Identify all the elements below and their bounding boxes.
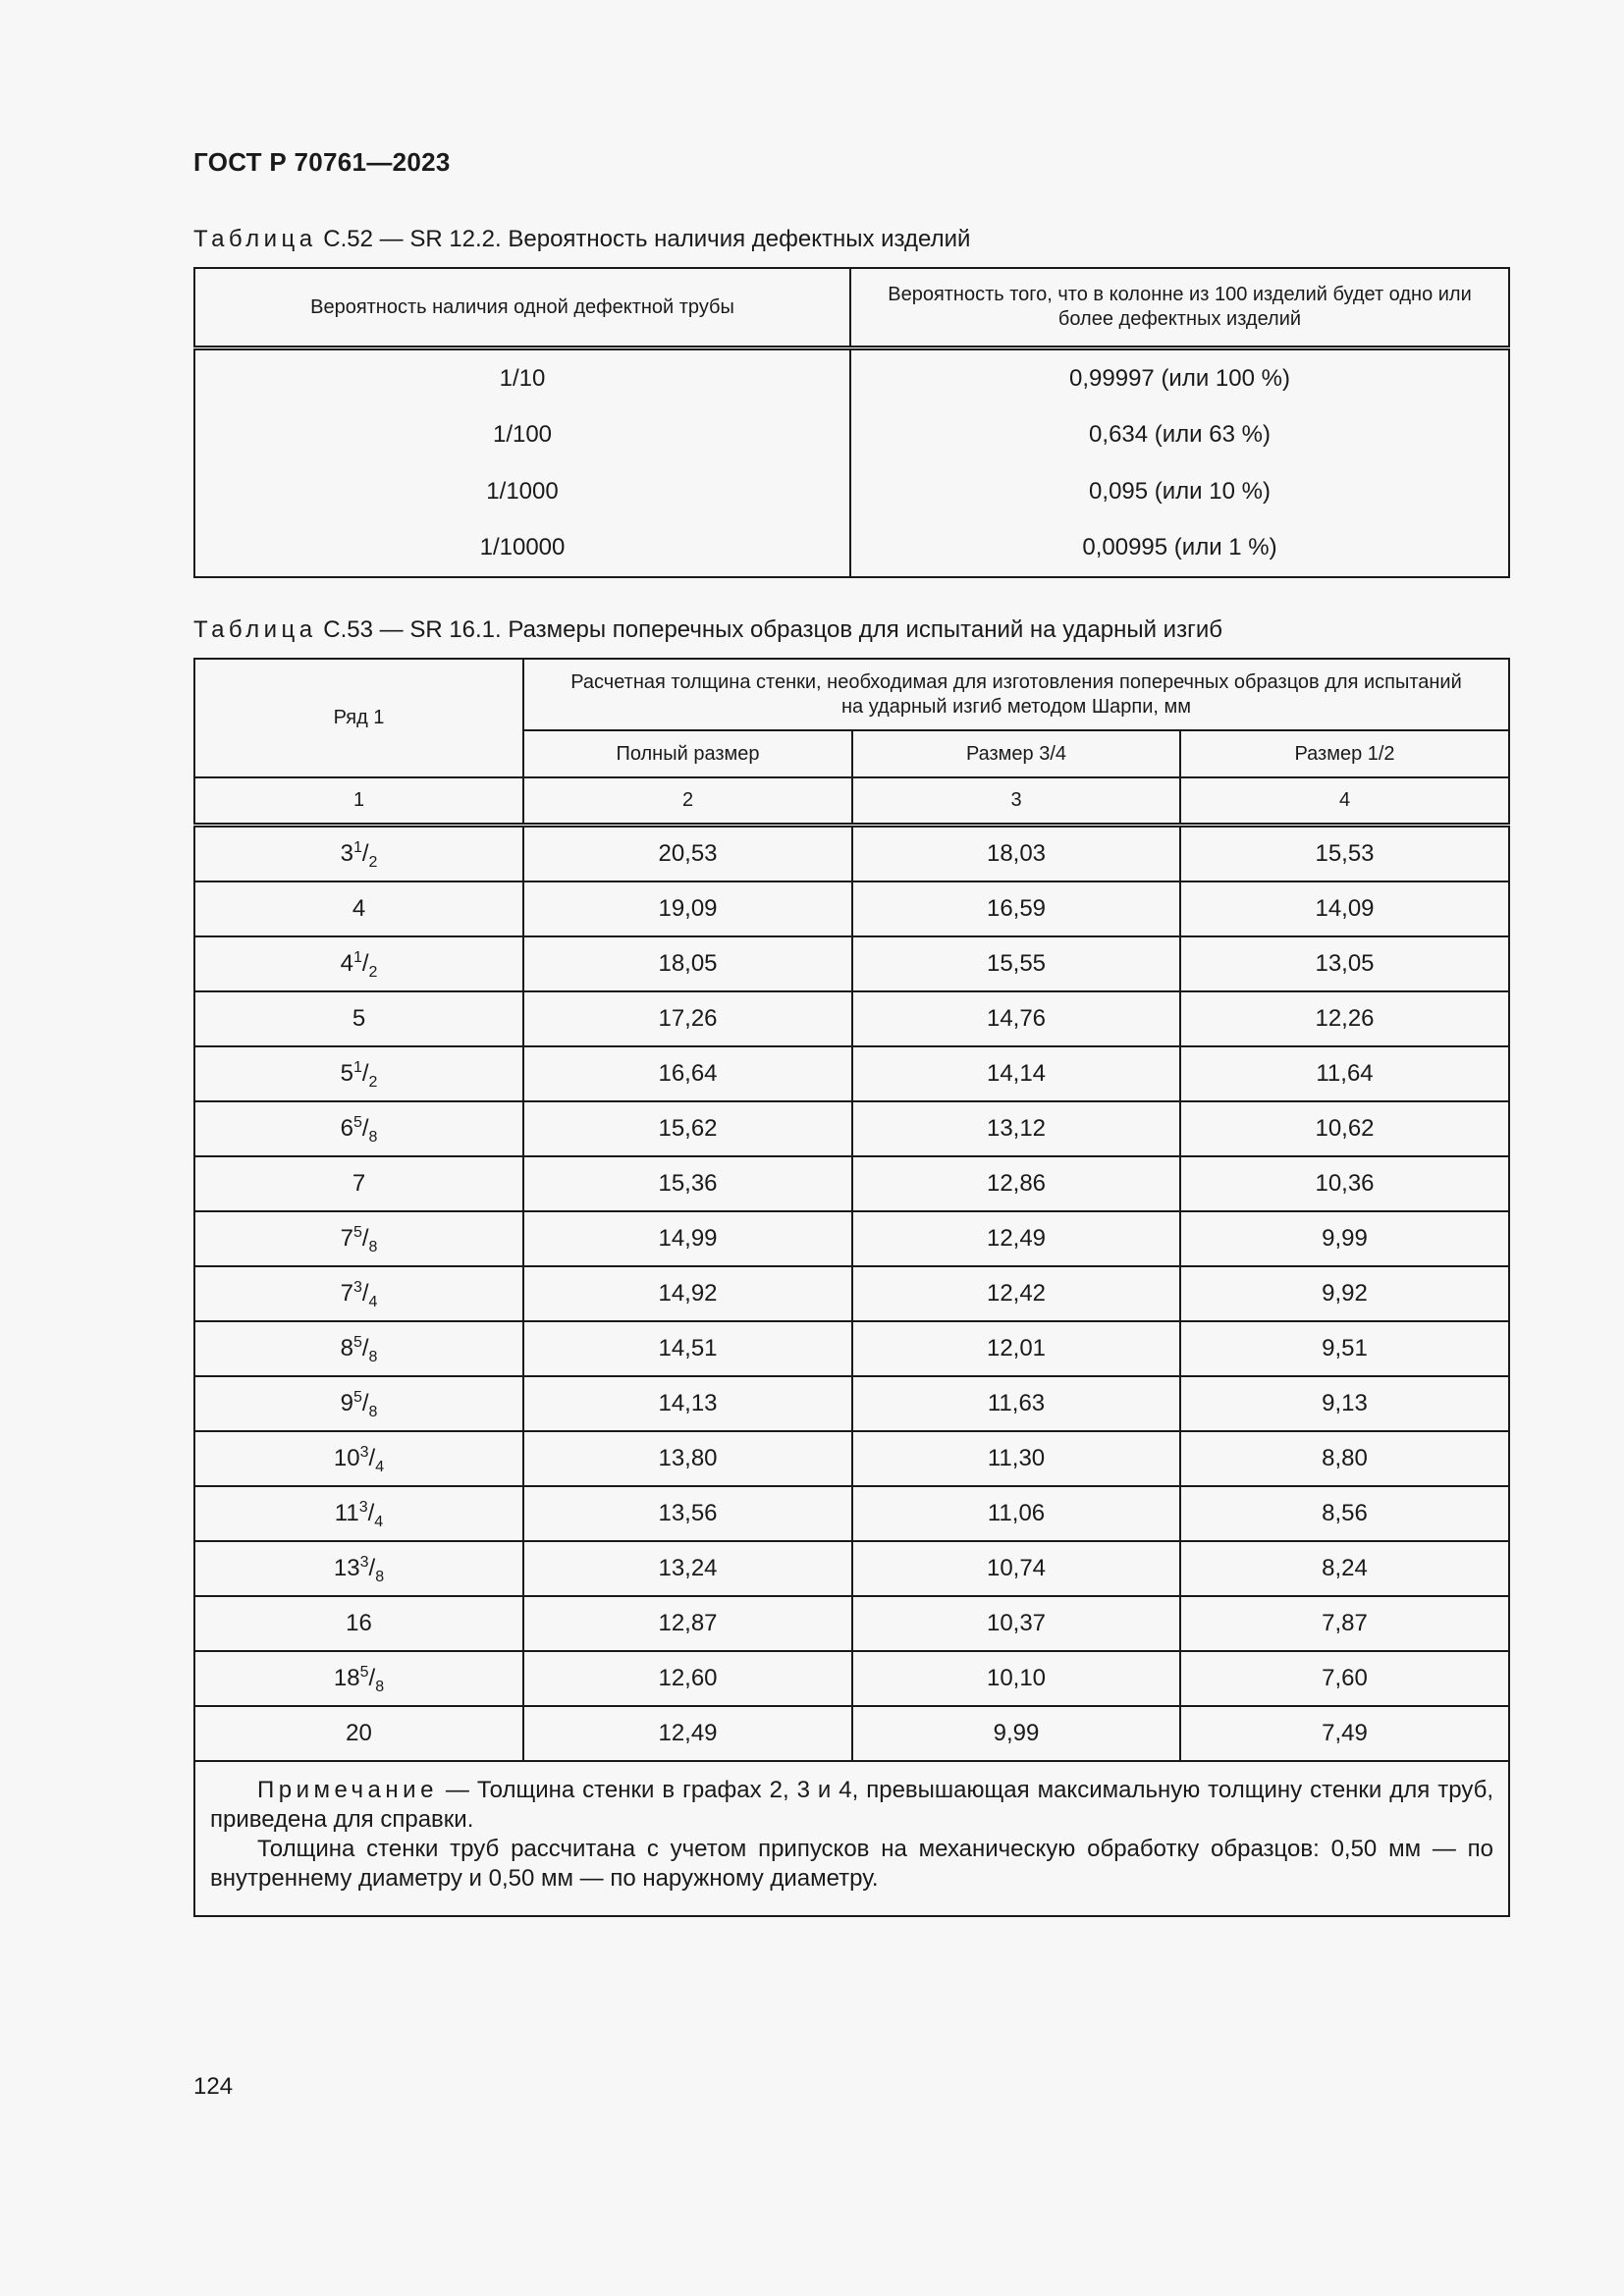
pipe-size-cell bbox=[194, 1706, 523, 1761]
table-52 bbox=[193, 267, 1510, 578]
table-cell: 17,26 bbox=[523, 991, 852, 1046]
fraction-slash: / bbox=[361, 1335, 369, 1362]
column-number: 2 bbox=[523, 777, 852, 826]
table-row bbox=[194, 826, 1509, 882]
size-numerator: 5 bbox=[359, 1664, 369, 1681]
table-cell: 16,59 bbox=[852, 881, 1180, 936]
pipe-size-cell bbox=[194, 1376, 523, 1431]
table-row bbox=[194, 1431, 1509, 1486]
size-numerator: 1 bbox=[352, 839, 362, 856]
table-cell: 12,49 bbox=[523, 1706, 852, 1761]
caption-text: С.52 — SR 12.2. Вероятность наличия дефектных изделий bbox=[323, 226, 971, 252]
table-cell: 18,03 bbox=[852, 826, 1180, 882]
table-cell: 12,60 bbox=[523, 1651, 852, 1706]
table-cell: 11,06 bbox=[852, 1486, 1180, 1541]
table-cell: 12,26 bbox=[1180, 991, 1509, 1046]
size-whole: 5 bbox=[352, 1005, 366, 1032]
page-number: 124 bbox=[193, 2073, 234, 2100]
fraction-slash: / bbox=[361, 950, 369, 977]
table-cell: 13,80 bbox=[523, 1431, 852, 1486]
pipe-size-cell bbox=[194, 991, 523, 1046]
table-cell: 13,56 bbox=[523, 1486, 852, 1541]
note-text: — Толщина стенки в графах 2, 3 и 4, превышающая максимальную толщину стенки для труб, приведена для справки. bbox=[210, 1777, 1494, 1833]
size-denominator: 8 bbox=[375, 1679, 385, 1695]
table-cell: 8,24 bbox=[1180, 1541, 1509, 1596]
table-cell: 0,634 (или 63 %) bbox=[850, 407, 1509, 464]
table-53 bbox=[193, 658, 1510, 1917]
size-denominator: 2 bbox=[368, 854, 378, 871]
table-cell: 8,80 bbox=[1180, 1431, 1509, 1486]
size-numerator: 3 bbox=[358, 1499, 368, 1516]
table-cell: 14,14 bbox=[852, 1046, 1180, 1101]
table-cell: 1/10 bbox=[194, 348, 850, 407]
size-whole: 4 bbox=[340, 950, 353, 977]
size-numerator: 3 bbox=[352, 1279, 362, 1296]
table-cell: 14,76 bbox=[852, 991, 1180, 1046]
table-cell: 14,92 bbox=[523, 1266, 852, 1321]
caption-text: С.53 — SR 16.1. Размеры поперечных образцов для испытаний на ударный изгиб bbox=[323, 616, 1222, 643]
size-whole: 5 bbox=[340, 1060, 353, 1087]
size-denominator: 2 bbox=[368, 964, 378, 981]
size-denominator: 4 bbox=[374, 1514, 384, 1530]
table-cell: 1/10000 bbox=[194, 520, 850, 578]
table-cell: 0,99997 (или 100 %) bbox=[850, 348, 1509, 407]
table-cell: 12,42 bbox=[852, 1266, 1180, 1321]
column-number: 4 bbox=[1180, 777, 1509, 826]
table-cell: 14,99 bbox=[523, 1211, 852, 1266]
size-whole: 16 bbox=[346, 1610, 372, 1636]
pipe-size-cell bbox=[194, 1156, 523, 1211]
table-row bbox=[194, 463, 1509, 520]
size-whole: 18 bbox=[333, 1665, 360, 1691]
fraction-slash: / bbox=[361, 1115, 369, 1142]
size-numerator: 5 bbox=[352, 1224, 362, 1241]
table-cell: 10,62 bbox=[1180, 1101, 1509, 1156]
pipe-size-cell bbox=[194, 1431, 523, 1486]
table-row bbox=[194, 936, 1509, 991]
column-number: 3 bbox=[852, 777, 1180, 826]
document-code: ГОСТ Р 70761—2023 bbox=[193, 147, 451, 177]
table-row bbox=[194, 881, 1509, 936]
table-cell: 13,12 bbox=[852, 1101, 1180, 1156]
caption-word: Таблица bbox=[193, 616, 317, 643]
table-cell: 13,05 bbox=[1180, 936, 1509, 991]
pipe-size-cell bbox=[194, 936, 523, 991]
table-cell: 16,64 bbox=[523, 1046, 852, 1101]
size-whole: 7 bbox=[352, 1170, 366, 1197]
size-whole: 9 bbox=[340, 1390, 353, 1416]
table-cell: 11,30 bbox=[852, 1431, 1180, 1486]
size-numerator: 5 bbox=[352, 1334, 362, 1351]
table-cell: 12,49 bbox=[852, 1211, 1180, 1266]
table-52-caption bbox=[193, 226, 970, 253]
pipe-size-cell bbox=[194, 1101, 523, 1156]
table-row bbox=[194, 1486, 1509, 1541]
size-denominator: 4 bbox=[375, 1459, 385, 1475]
table-cell: 7,49 bbox=[1180, 1706, 1509, 1761]
table-cell: 15,53 bbox=[1180, 826, 1509, 882]
column-header: Полный размер bbox=[523, 730, 852, 777]
size-whole: 20 bbox=[346, 1720, 372, 1746]
fraction-slash: / bbox=[361, 1225, 369, 1252]
table-row bbox=[194, 1376, 1509, 1431]
column-group-header: Расчетная толщина стенки, необходимая для изготовления поперечных образцов для испытаний на ударный изгиб методом Шарпи, мм bbox=[523, 659, 1509, 730]
table-cell: 14,51 bbox=[523, 1321, 852, 1376]
table-cell: 18,05 bbox=[523, 936, 852, 991]
fraction-slash: / bbox=[361, 1280, 369, 1307]
table-row bbox=[194, 407, 1509, 464]
table-row bbox=[194, 1706, 1509, 1761]
size-denominator: 8 bbox=[368, 1239, 378, 1255]
table-cell: 10,74 bbox=[852, 1541, 1180, 1596]
note-label: Примечание bbox=[257, 1777, 438, 1803]
table-cell: 10,37 bbox=[852, 1596, 1180, 1651]
fraction-slash: / bbox=[361, 1390, 369, 1416]
size-denominator: 8 bbox=[368, 1129, 378, 1146]
table-cell: 14,13 bbox=[523, 1376, 852, 1431]
table-row bbox=[194, 991, 1509, 1046]
table-row bbox=[194, 1541, 1509, 1596]
column-header: Вероятность наличия одной дефектной трубы bbox=[194, 268, 850, 348]
table-row bbox=[194, 520, 1509, 578]
table-cell: 8,56 bbox=[1180, 1486, 1509, 1541]
table-cell: 7,87 bbox=[1180, 1596, 1509, 1651]
table-cell: 0,095 (или 10 %) bbox=[850, 463, 1509, 520]
table-cell: 9,99 bbox=[852, 1706, 1180, 1761]
table-row bbox=[194, 1321, 1509, 1376]
fraction-slash: / bbox=[368, 1665, 376, 1691]
pipe-size-cell bbox=[194, 1651, 523, 1706]
table-cell: 9,92 bbox=[1180, 1266, 1509, 1321]
size-whole: 10 bbox=[333, 1445, 360, 1471]
table-cell: 11,63 bbox=[852, 1376, 1180, 1431]
size-whole: 3 bbox=[340, 840, 353, 867]
size-numerator: 3 bbox=[359, 1554, 369, 1571]
table-cell: 20,53 bbox=[523, 826, 852, 882]
table-cell: 9,51 bbox=[1180, 1321, 1509, 1376]
size-numerator: 5 bbox=[352, 1389, 362, 1406]
caption-word: Таблица bbox=[193, 226, 317, 252]
note-text: Толщина стенки труб рассчитана с учетом припусков на механическую обработку образцов: 0,50 мм — по внутреннему диаметру и 0,50 мм — по наружному диаметру. bbox=[210, 1836, 1494, 1892]
table-cell: 12,86 bbox=[852, 1156, 1180, 1211]
table-row bbox=[194, 1651, 1509, 1706]
fraction-slash: / bbox=[367, 1500, 375, 1526]
size-whole: 7 bbox=[340, 1225, 353, 1252]
size-denominator: 2 bbox=[368, 1074, 378, 1091]
table-row bbox=[194, 1046, 1509, 1101]
size-denominator: 8 bbox=[368, 1349, 378, 1365]
table-cell: 11,64 bbox=[1180, 1046, 1509, 1101]
table-row bbox=[194, 1156, 1509, 1211]
fraction-slash: / bbox=[361, 840, 369, 867]
pipe-size-cell bbox=[194, 881, 523, 936]
column-header: Вероятность того, что в колонне из 100 изделий будет одно или более дефектных изделий bbox=[850, 268, 1509, 348]
pipe-size-cell bbox=[194, 1486, 523, 1541]
column-header: Размер 3/4 bbox=[852, 730, 1180, 777]
table-cell: 12,01 bbox=[852, 1321, 1180, 1376]
pipe-size-cell bbox=[194, 1321, 523, 1376]
size-numerator: 5 bbox=[352, 1114, 362, 1131]
size-denominator: 4 bbox=[368, 1294, 378, 1310]
table-cell: 9,13 bbox=[1180, 1376, 1509, 1431]
fraction-slash: / bbox=[368, 1555, 376, 1581]
table-row bbox=[194, 348, 1509, 407]
size-whole: 8 bbox=[340, 1335, 353, 1362]
table-cell: 7,60 bbox=[1180, 1651, 1509, 1706]
table-cell: 1/1000 bbox=[194, 463, 850, 520]
pipe-size-cell bbox=[194, 1211, 523, 1266]
table-53-caption bbox=[193, 616, 1222, 644]
size-whole: 6 bbox=[340, 1115, 353, 1142]
table-row bbox=[194, 1101, 1509, 1156]
pipe-size-cell bbox=[194, 1266, 523, 1321]
table-cell: 0,00995 (или 1 %) bbox=[850, 520, 1509, 578]
column-header-row-1: Ряд 1 bbox=[194, 659, 523, 777]
table-cell: 15,55 bbox=[852, 936, 1180, 991]
table-row bbox=[194, 1266, 1509, 1321]
table-cell: 10,36 bbox=[1180, 1156, 1509, 1211]
size-whole: 11 bbox=[334, 1500, 359, 1526]
table-note bbox=[194, 1761, 1509, 1916]
table-cell: 15,36 bbox=[523, 1156, 852, 1211]
pipe-size-cell bbox=[194, 826, 523, 882]
table-cell: 19,09 bbox=[523, 881, 852, 936]
table-row bbox=[194, 1596, 1509, 1651]
column-header: Размер 1/2 bbox=[1180, 730, 1509, 777]
table-cell: 14,09 bbox=[1180, 881, 1509, 936]
size-whole: 13 bbox=[333, 1555, 360, 1581]
fraction-slash: / bbox=[361, 1060, 369, 1087]
table-cell: 13,24 bbox=[523, 1541, 852, 1596]
table-cell: 10,10 bbox=[852, 1651, 1180, 1706]
table-cell: 9,99 bbox=[1180, 1211, 1509, 1266]
table-row bbox=[194, 1211, 1509, 1266]
table-cell: 12,87 bbox=[523, 1596, 852, 1651]
size-denominator: 8 bbox=[375, 1569, 385, 1585]
size-numerator: 1 bbox=[352, 949, 362, 966]
pipe-size-cell bbox=[194, 1596, 523, 1651]
pipe-size-cell bbox=[194, 1541, 523, 1596]
pipe-size-cell bbox=[194, 1046, 523, 1101]
fraction-slash: / bbox=[368, 1445, 376, 1471]
column-number: 1 bbox=[194, 777, 523, 826]
table-cell: 1/100 bbox=[194, 407, 850, 464]
size-whole: 7 bbox=[340, 1280, 353, 1307]
size-whole: 4 bbox=[352, 895, 366, 922]
table-cell: 15,62 bbox=[523, 1101, 852, 1156]
size-denominator: 8 bbox=[368, 1404, 378, 1420]
size-numerator: 3 bbox=[359, 1444, 369, 1461]
size-numerator: 1 bbox=[352, 1059, 362, 1076]
